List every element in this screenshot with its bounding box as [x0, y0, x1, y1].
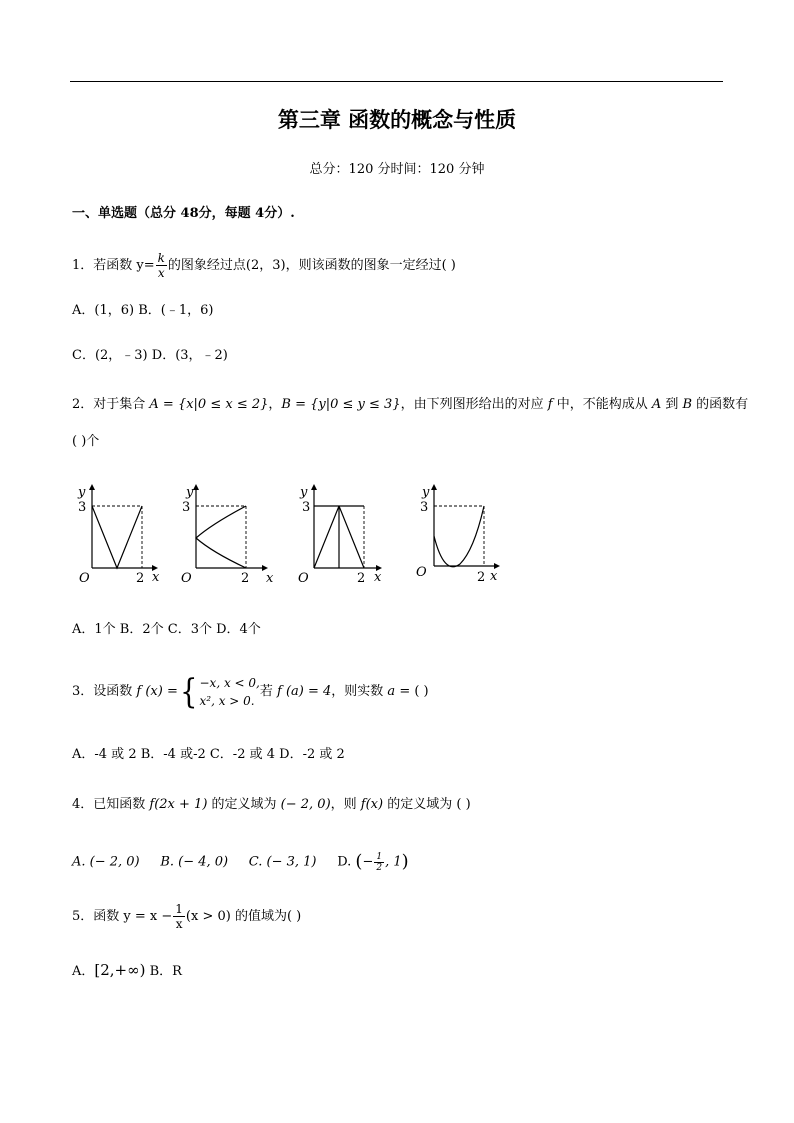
q4-option-d-prefix: D.: [337, 854, 356, 870]
q5-frac-num: 1: [175, 902, 183, 916]
section-heading: 一、单选题（总分 48分，每题 4分）.: [72, 206, 295, 221]
q4-fx: f(x): [360, 797, 384, 812]
q3-options: A．-4 或 2 B．-4 或-2 C．-2 或 4 D．-2 或 2: [72, 747, 345, 762]
q1-options-row1: A．(1，6) B．(﹣1，6): [72, 303, 214, 318]
q5-post: (x > 0) 的值域为( ): [185, 909, 302, 924]
q4-domain: (− 2, 0): [280, 797, 331, 812]
q1-stem: [72, 251, 456, 280]
q5-option-a-label: A．: [72, 964, 95, 979]
q2-stem-line2: ( )个: [72, 434, 100, 449]
graph3-tick-2: 2: [357, 571, 366, 586]
q3-fa: f (a) = 4: [277, 684, 332, 699]
graph1-tick-2: 2: [136, 571, 145, 586]
q2-text-4: 中，不能构成从: [552, 397, 652, 412]
q4-option-d-fraction: [374, 852, 384, 873]
graph4-x-label: x: [490, 569, 498, 584]
q3-a: a: [387, 684, 396, 699]
q3-eq: = ( ): [395, 684, 429, 699]
graph3-origin: O: [298, 571, 309, 586]
q4-option-d-minus: −: [362, 854, 374, 870]
q4-option-d-den: 2: [376, 862, 383, 873]
graph2-origin: O: [181, 571, 192, 586]
q1-post: 的图象经过点(2，3)，则该函数的图象一定经过( ): [167, 258, 456, 273]
q5-option-b: B．R: [145, 964, 182, 979]
q4-end: 的定义域为 ( ): [383, 797, 471, 812]
q3-case-1: −x, x < 0,: [199, 675, 260, 690]
q1-pre: 1．若函数 y=: [72, 258, 155, 273]
q4-option-d-lparen: (: [355, 851, 363, 872]
graph3-x-label: x: [374, 570, 382, 585]
q4-pre: 4．已知函数: [72, 797, 150, 812]
q3-case-2: x², x > 0.: [199, 693, 255, 708]
graph3-tick-3: 3: [302, 500, 311, 515]
graph4-y-label: y: [422, 485, 430, 500]
q3-mid: 若: [259, 684, 277, 699]
q2-graph-3: [294, 478, 390, 586]
q4-f2x: f(2x + 1): [149, 797, 208, 812]
q4-option-d-rparen: ): [401, 851, 409, 872]
q4-stem: [72, 795, 471, 815]
q2-B: B: [682, 397, 693, 412]
graph1-origin: O: [79, 571, 90, 586]
q2-text-3: ，由下列图形给出的对应: [400, 397, 548, 412]
q4-option-c: C. (− 3, 1): [248, 854, 317, 870]
q4-option-d-rest: , 1: [385, 854, 402, 870]
graph2-y-label: y: [186, 485, 194, 500]
q3-pre: 3．设函数: [72, 684, 137, 699]
q3-brace: {: [180, 671, 198, 712]
graph4-tick-2: 2: [477, 570, 486, 585]
graph2-x-label: x: [266, 571, 274, 586]
graph2-tick-3: 3: [182, 500, 191, 515]
q5-pre: 5．函数 y = x −: [72, 909, 173, 924]
page-title: 第三章 函数的概念与性质: [277, 107, 517, 132]
q3-cases: [200, 674, 260, 710]
q2-graph-2: [176, 478, 280, 586]
q1-fraction: [156, 251, 167, 280]
graph1-tick-3: 3: [78, 500, 87, 515]
q4-option-a: A. (− 2, 0): [72, 854, 140, 870]
q2-f: f: [547, 397, 553, 412]
q2-set-b: B = {y|0 ≤ y ≤ 3}: [281, 397, 401, 412]
graph3-y-label: y: [300, 485, 308, 500]
q4-option-b: B. (− 4, 0): [160, 854, 229, 870]
q5-frac-den: x: [173, 916, 185, 931]
q4-options: [72, 850, 409, 875]
q2-text-6: 的函数有: [692, 397, 749, 412]
q1-frac-den: x: [156, 265, 167, 280]
q4-mid: 的定义域为: [207, 797, 281, 812]
q4-option-d-num: 1: [376, 851, 383, 862]
q1-frac-num: k: [157, 251, 165, 265]
q3-stem: [72, 670, 429, 714]
q5-options: [72, 960, 182, 982]
q4-post: ，则: [330, 797, 361, 812]
graph2-tick-2: 2: [241, 571, 250, 586]
q5-fraction: [173, 902, 185, 931]
q3-fx: f (x) =: [136, 684, 178, 699]
q2-graph-1: [72, 478, 162, 586]
page-subtitle: 总分：120 分时间：120 分钟: [309, 162, 485, 177]
q5-option-a-value: [2,+∞): [94, 961, 146, 979]
q2-text-5: 到: [661, 397, 683, 412]
graph4-origin: O: [416, 565, 427, 580]
q2-text-2: ，: [268, 397, 282, 412]
graph1-x-label: x: [152, 570, 160, 585]
q2-stem: [72, 395, 748, 415]
q2-set-a: A = {x|0 ≤ x ≤ 2}: [149, 397, 269, 412]
q1-options-row2: C．(2，﹣3) D．(3，﹣2): [72, 348, 228, 363]
graph1-y-label: y: [78, 485, 86, 500]
q2-A: A: [651, 397, 662, 412]
q2-options: A．1个 B．2个 C．3个 D．4个: [72, 622, 261, 637]
graph4-tick-3: 3: [420, 500, 429, 515]
q3-post: ，则实数: [331, 684, 388, 699]
header-rule: [70, 81, 723, 82]
q5-stem: [72, 902, 301, 931]
q2-graph-4: [410, 478, 506, 586]
q2-text-1: 2．对于集合: [72, 397, 150, 412]
